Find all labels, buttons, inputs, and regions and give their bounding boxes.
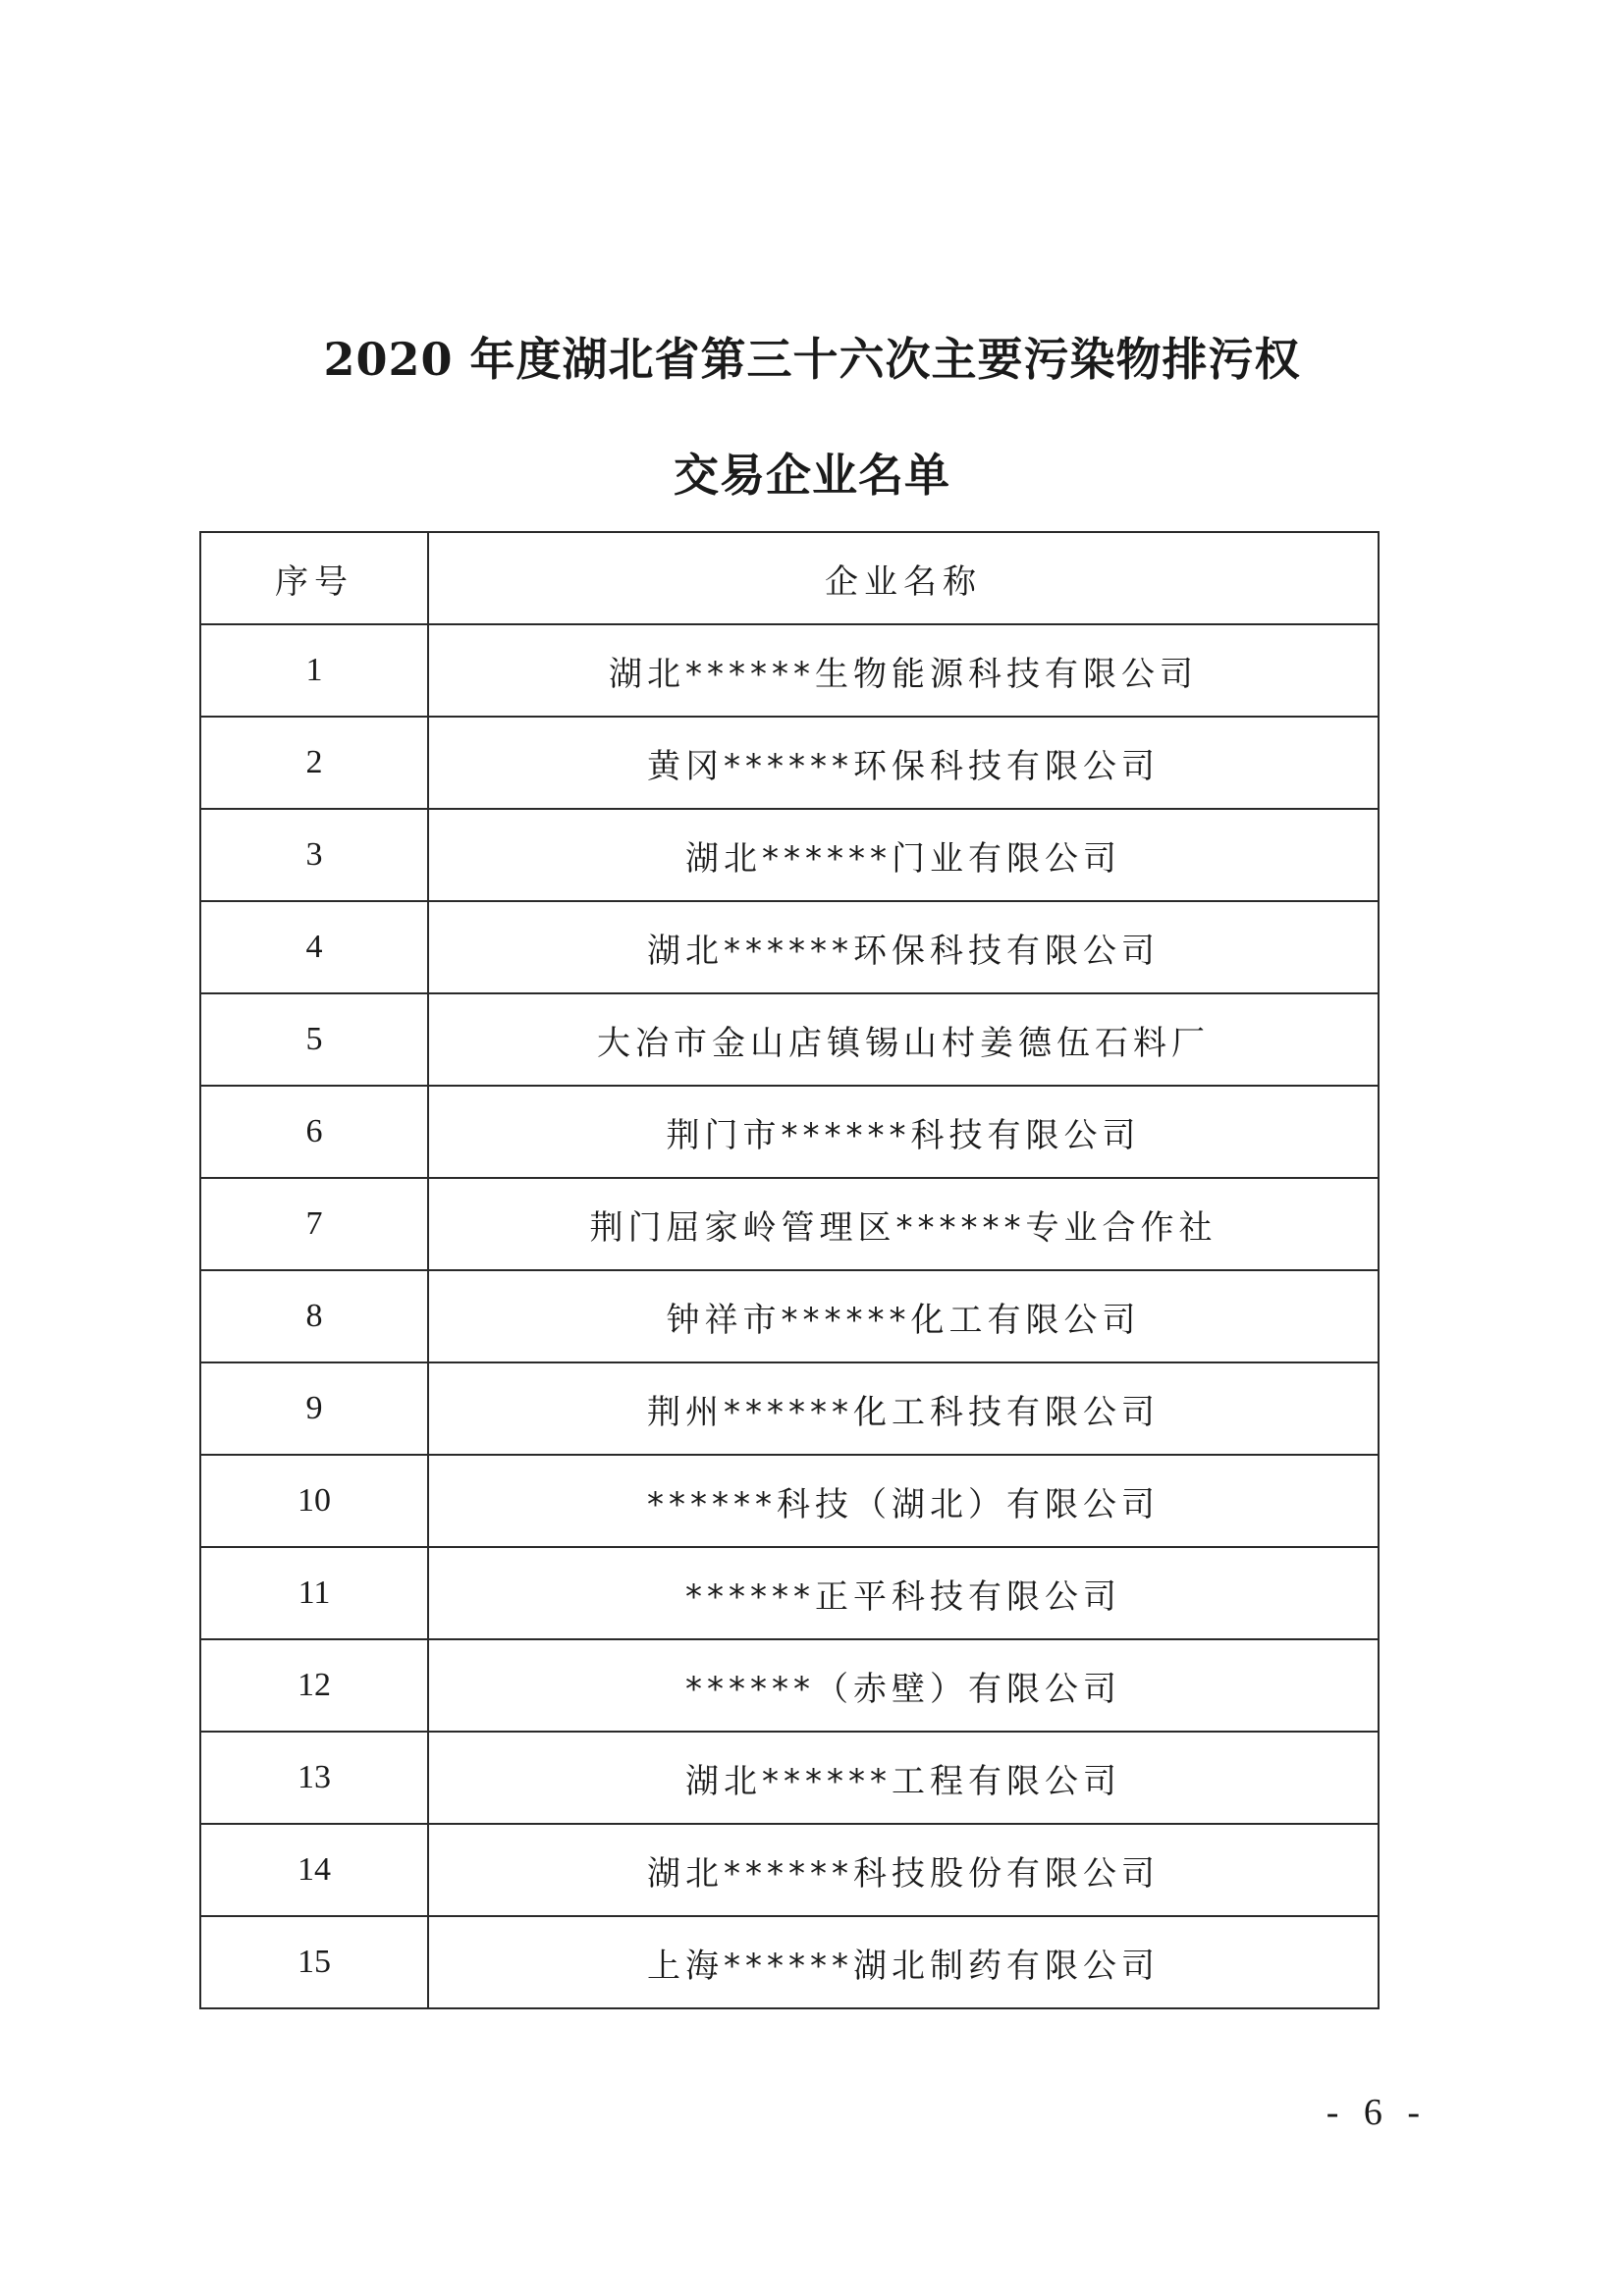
row-index: 6: [200, 1086, 428, 1178]
row-enterprise-name: ******（赤壁）有限公司: [428, 1639, 1379, 1732]
table-row: [200, 1086, 1379, 1178]
row-enterprise-name: 钟祥市******化工有限公司: [428, 1270, 1379, 1362]
row-index: 13: [200, 1732, 428, 1824]
table-header-row: [200, 532, 1379, 624]
row-enterprise-name: 湖北******科技股份有限公司: [428, 1824, 1379, 1916]
row-index: 15: [200, 1916, 428, 2008]
table-row: [200, 809, 1379, 901]
row-index: 4: [200, 901, 428, 993]
row-index: 14: [200, 1824, 428, 1916]
table-row: [200, 1455, 1379, 1547]
row-enterprise-name: 荆州******化工科技有限公司: [428, 1362, 1379, 1455]
row-index: 3: [200, 809, 428, 901]
header-index: 序号: [200, 532, 428, 624]
row-enterprise-name: 荆门市******科技有限公司: [428, 1086, 1379, 1178]
row-enterprise-name: 黄冈******环保科技有限公司: [428, 717, 1379, 809]
row-enterprise-name: 湖北******环保科技有限公司: [428, 901, 1379, 993]
table-row: [200, 1824, 1379, 1916]
table-row: [200, 1362, 1379, 1455]
row-index: 5: [200, 993, 428, 1086]
row-index: 10: [200, 1455, 428, 1547]
row-enterprise-name: ******正平科技有限公司: [428, 1547, 1379, 1639]
table-row: [200, 717, 1379, 809]
row-enterprise-name: ******科技（湖北）有限公司: [428, 1455, 1379, 1547]
table-row: [200, 901, 1379, 993]
row-enterprise-name: 上海******湖北制药有限公司: [428, 1916, 1379, 2008]
table-row: [200, 1178, 1379, 1270]
row-index: 2: [200, 717, 428, 809]
table-row: [200, 1547, 1379, 1639]
row-enterprise-name: 湖北******门业有限公司: [428, 809, 1379, 901]
document-title-line-1: 2020 年度湖北省第三十六次主要污染物排污权: [323, 333, 1301, 386]
table-row: [200, 1270, 1379, 1362]
row-index: 1: [200, 624, 428, 717]
row-index: 12: [200, 1639, 428, 1732]
enterprise-list-table: [199, 531, 1380, 2009]
row-enterprise-name: 大冶市金山店镇锡山村姜德伍石料厂: [428, 993, 1379, 1086]
table-row: [200, 1732, 1379, 1824]
row-enterprise-name: 荆门屈家岭管理区******专业合作社: [428, 1178, 1379, 1270]
table-row: [200, 624, 1379, 717]
row-index: 11: [200, 1547, 428, 1639]
table-row: [200, 993, 1379, 1086]
page-number: - 6 -: [1326, 2092, 1428, 2133]
row-index: 7: [200, 1178, 428, 1270]
row-index: 9: [200, 1362, 428, 1455]
table-row: [200, 1639, 1379, 1732]
row-enterprise-name: 湖北******生物能源科技有限公司: [428, 624, 1379, 717]
row-index: 8: [200, 1270, 428, 1362]
table-row: [200, 1916, 1379, 2008]
header-enterprise-name: 企业名称: [428, 532, 1379, 624]
row-enterprise-name: 湖北******工程有限公司: [428, 1732, 1379, 1824]
document-title-line-2: 交易企业名单: [674, 449, 950, 502]
